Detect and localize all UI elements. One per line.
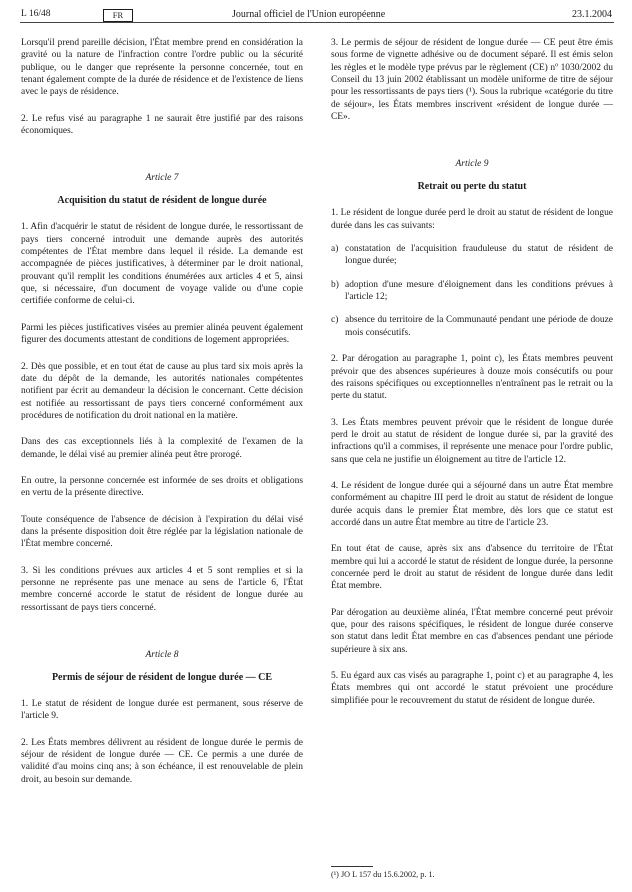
page-header	[0, 0, 632, 22]
paragraph: 1. Le statut de résident de longue durée est permanent, sous réserve de l'article 9.	[21, 699, 303, 722]
paragraph: 1. Afin d'acquérir le statut de résident de longue durée, le ressortissant de pays tiers concerné introduit une demande auprès des autorités compétentes de l'État membre dans lequel il réside. La demande est accompagnée de pièces justificatives, à déterminer par le droit national, prouvant qu'il remplit les conditions énumérées aux articles 4 et 5, ainsi que, si nécessaire, d'un document de voyage valide ou d'une copie certifiée conforme de celui-ci.	[21, 222, 303, 307]
paragraph: Lorsqu'il prend pareille décision, l'État membre prend en considération la gravité ou la nature de l'infraction contre l'ordre public ou la sécurité publique, ou le danger que représente la personne concernée, tout en tenant également compte de la durée de résidence et de l'existence de liens avec le pays de résidence.	[21, 38, 303, 98]
header-rule	[20, 22, 614, 23]
article-number: Article 9	[455, 159, 489, 170]
paragraph: 2. Les États membres délivrent au résident de longue durée le permis de séjour de résident de longue durée — CE. Ce permis a une durée de validité d'au moins cinq ans; à son échéance, il est renouvelable de plein droit, au besoin sur demande.	[21, 737, 303, 785]
paragraph: 3. Le permis de séjour de résident de longue durée — CE peut être émis sous forme de vignette adhésive ou de document séparé. Il est émis selon les règles et le modèle type prévus par le règlement (CE) nº 1030/2002 du Conseil du 13 juin 2002 établissant un modèle uniforme de titre de séjour pour les ressortissants de pays tiers (¹). Sous la rubrique «catégorie du titre de séjour», les États membres inscrivent «résident de longue durée — CE».	[331, 38, 613, 123]
paragraph: 3. Les États membres peuvent prévoir que le résident de longue durée perd le droit au statut de résident de longue durée si, par la gravité des infractions qu'il a commises, il représente une menace pour l'ordre public, sans que cela ne justifie un éloignement au titre de l'article 12.	[331, 417, 613, 465]
list-item-text: constatation de l'acquisition frauduleuse du statut de résident de longue durée;	[345, 244, 613, 267]
list-item	[331, 314, 613, 339]
paragraph: En outre, la personne concernée est informée de ses droits et obligations en vertu de la présente directive.	[21, 475, 303, 499]
article-title: Permis de séjour de résident de longue durée — CE	[51, 672, 273, 683]
journal-title: Journal officiel de l'Union européenne	[232, 9, 386, 20]
list-item	[331, 279, 613, 304]
paragraph: 5. Eu égard aux cas visés au paragraphe 1, point c) et au paragraphe 4, les États membres qui ont accordé le statut prévoient une procédure simplifiée pour le recouvrement du statut de résident de longue durée.	[331, 671, 613, 706]
list-item-label: a)	[331, 244, 339, 255]
list-item	[331, 243, 613, 268]
paragraph: 4. Le résident de longue durée qui a séjourné dans un autre État membre conformément au chapitre III perd le droit au statut de résident de longue durée acquis dans le premier État membre, dès lors que ce statut est accordé dans un autre État membre au titre de l'article 23.	[331, 480, 613, 528]
article-number: Article 8	[145, 650, 179, 660]
article-title: Retrait ou perte du statut	[417, 181, 527, 193]
list-item-text: adoption d'une mesure d'éloignement dans les conditions prévues à l'article 12;	[345, 279, 613, 303]
paragraph: 1. Le résident de longue durée perd le droit au statut de résident de longue durée dans les cas suivants:	[331, 208, 613, 231]
paragraph: Dans des cas exceptionnels liés à la complexité de l'examen de la demande, le délai visé au premier alinéa peut être prorogé.	[21, 437, 303, 460]
paragraph: 2. Par dérogation au paragraphe 1, point c), les États membres peuvent prévoir que des absences supérieures à douze mois consécutifs ou pour des raisons spécifiques ou exceptionnelles n'entraînent pas le retrait ou la perte du statut.	[331, 354, 613, 402]
paragraph: Par dérogation au deuxième alinéa, l'État membre concerné peut prévoir que, pour des raisons spécifiques, le résident de longue durée conserve son statut dans ledit État membre en cas d'absences pendant une période supérieure à six ans.	[331, 607, 613, 655]
paragraph: 2. Le refus visé au paragraphe 1 ne saurait être justifié par des raisons économiques.	[21, 113, 303, 137]
page-identifier: L 16/48	[21, 9, 51, 19]
article-number: Article 7	[145, 173, 179, 184]
article-title: Acquisition du statut de résident de longue durée	[57, 195, 267, 207]
paragraph: Parmi les pièces justificatives visées au premier alinéa peuvent également figurer des documents attestant de conditions de logement appropriées.	[21, 322, 303, 346]
list-item-label: c)	[331, 315, 339, 326]
list-item-label: b)	[331, 279, 339, 290]
footnote-rule	[331, 866, 373, 867]
paragraph: 3. Si les conditions prévues aux articles 4 et 5 sont remplies et si la personne ne représente pas une menace au sens de l'article 6, l'État membre concerné accorde le statut de résident de longue durée au ressortissant de pays tiers concerné.	[21, 565, 303, 613]
language-badge: FR	[103, 9, 133, 22]
paragraph: En tout état de cause, après six ans d'absence du territoire de l'État membre qui lui a accordé le statut de résident de longue durée, la personne concernée perd le droit au statut de résident de longue durée dans ledit État membre.	[331, 544, 613, 592]
paragraph: Toute conséquence de l'absence de décision à l'expiration du délai visé dans la présente disposition doit être réglée par la législation nationale de l'État membre concerné.	[21, 514, 303, 550]
paragraph: 2. Dès que possible, et en tout état de cause au plus tard six mois après la date du dépôt de la demande, les autorités nationales compétentes notifient par écrit au demandeur la décision le concernant. Cette décision est notifiée au ressortissant de pays tiers concerné conformément aux procédures de notification du droit national en la matière.	[21, 361, 303, 421]
publication-date: 23.1.2004	[572, 9, 612, 20]
right-column	[331, 37, 613, 707]
left-column	[21, 37, 303, 786]
list-item-text: absence du territoire de la Communauté pendant une période de douze mois consécutifs.	[345, 315, 613, 338]
footnote: (¹) JO L 157 du 15.6.2002, p. 1.	[331, 870, 435, 879]
